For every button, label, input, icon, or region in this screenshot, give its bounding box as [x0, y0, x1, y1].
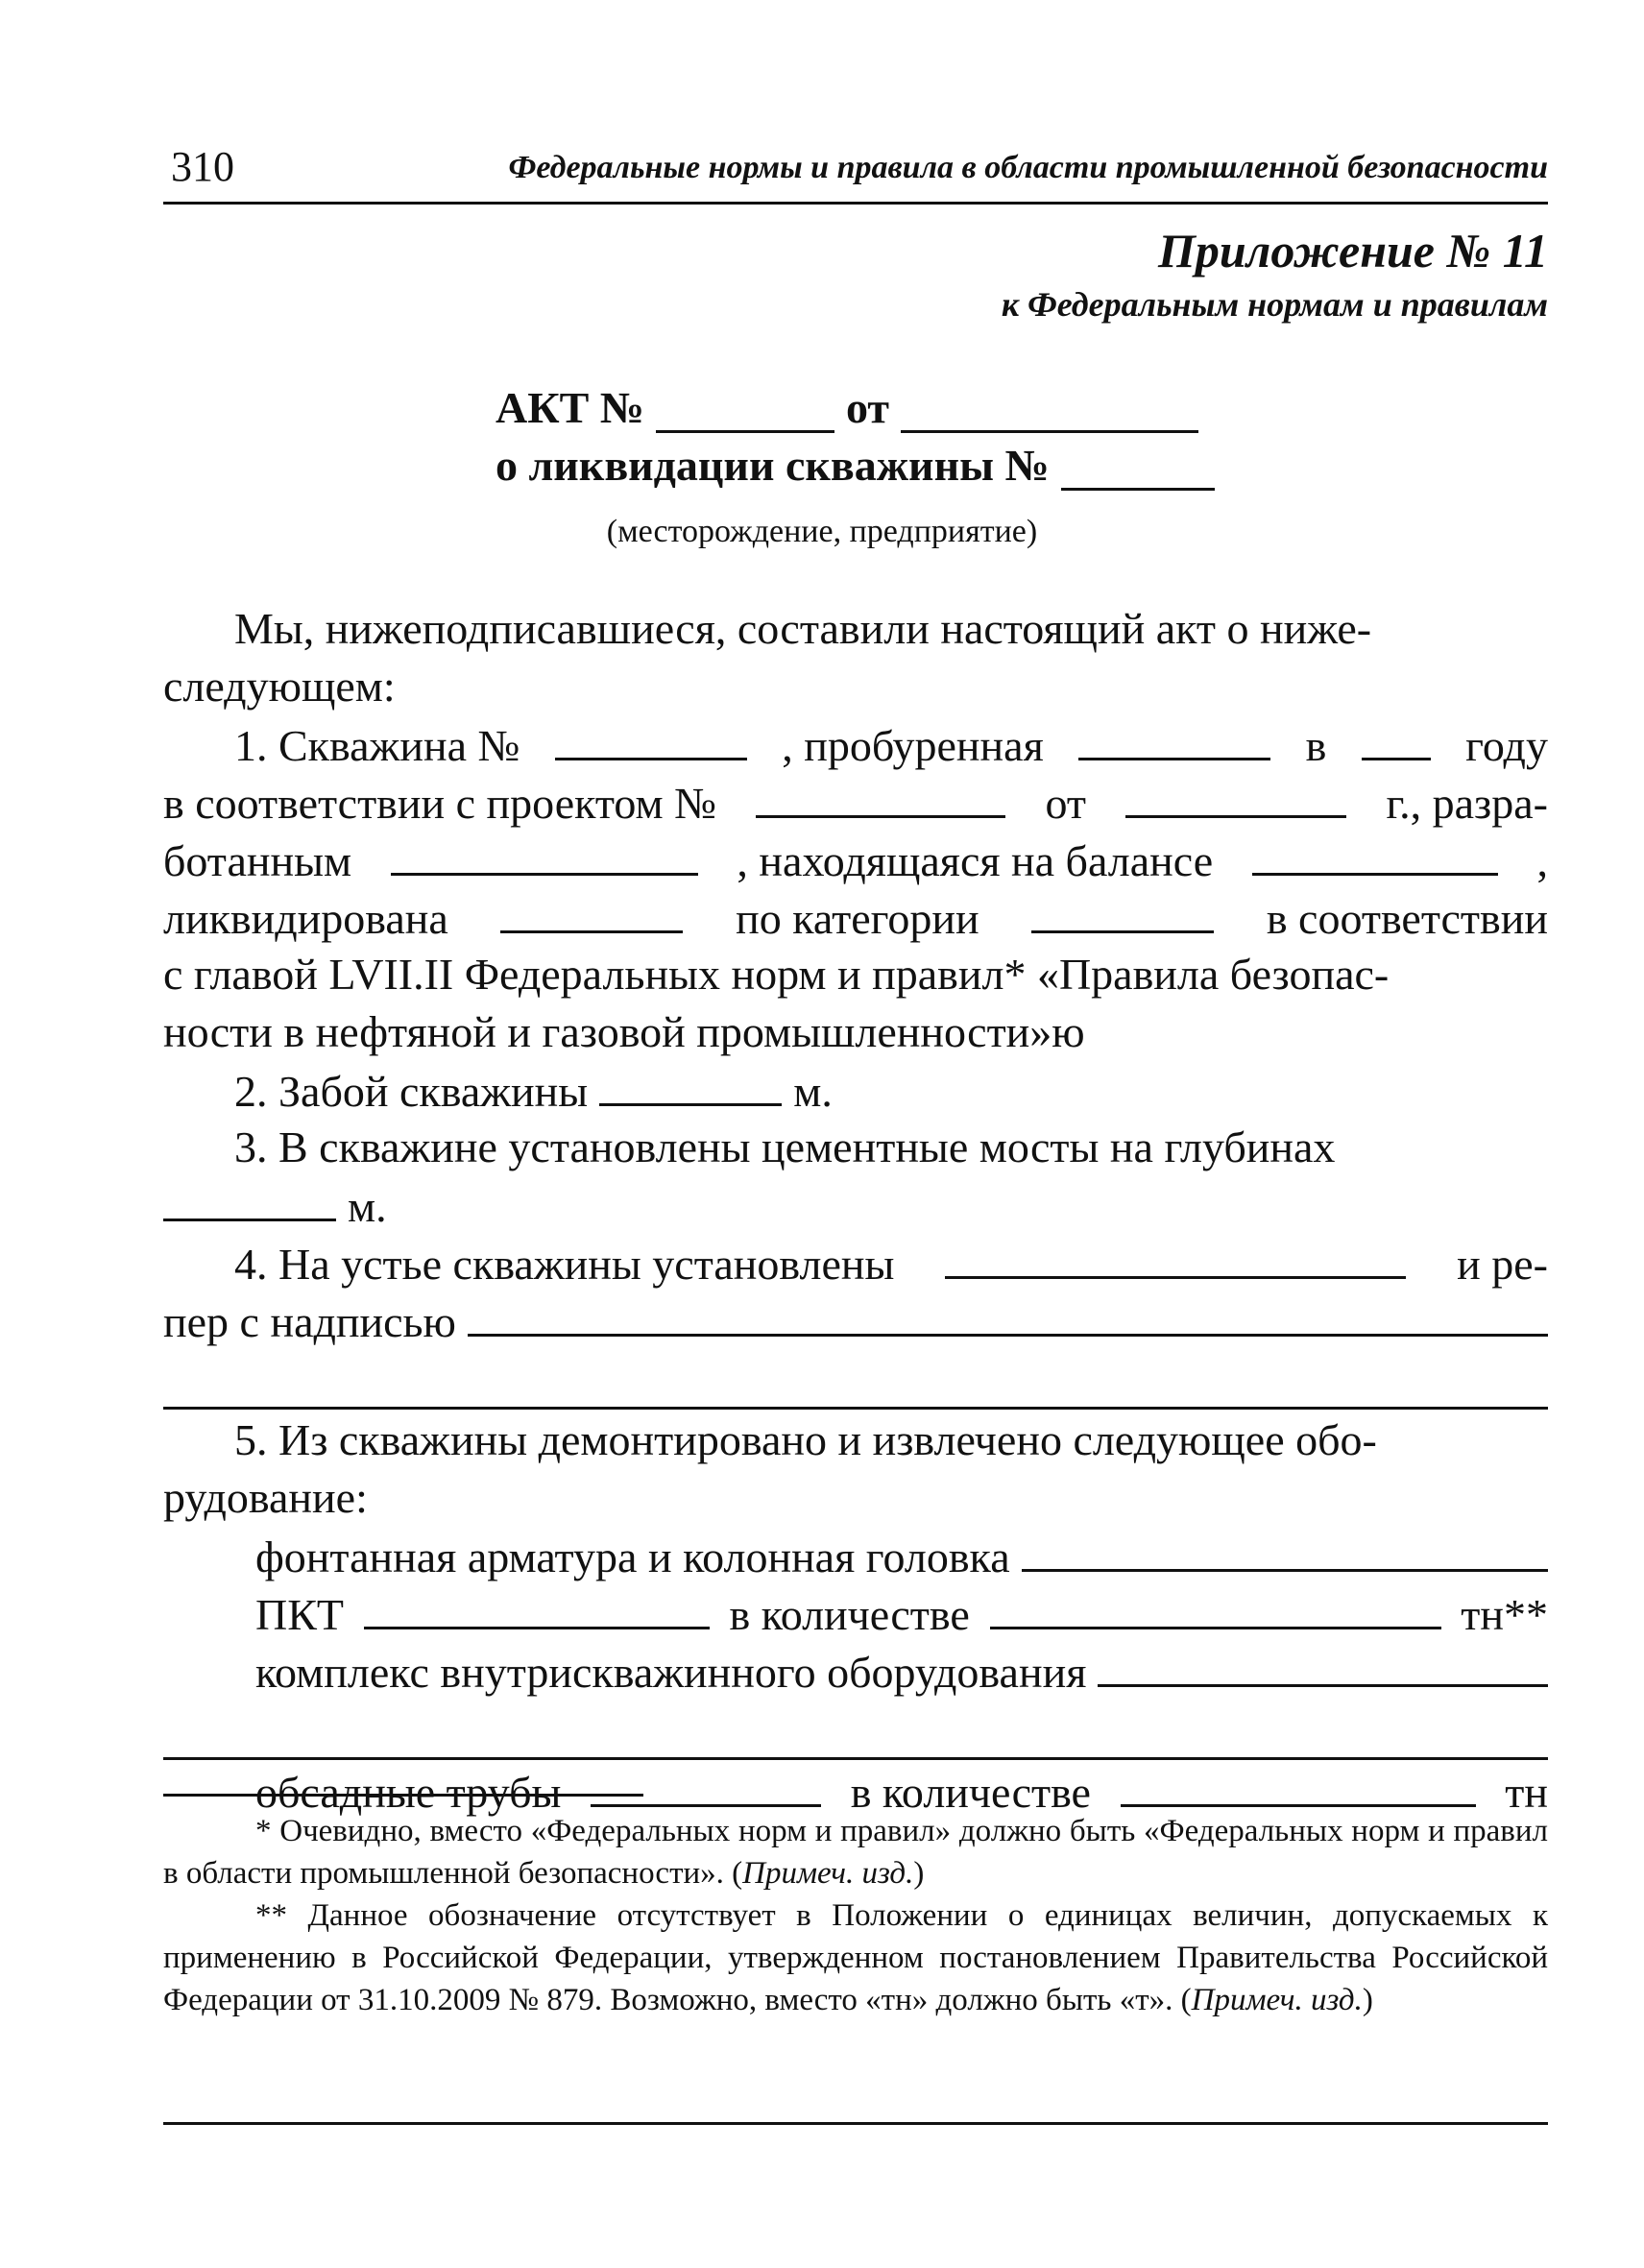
- body-line: следующем:: [163, 662, 396, 711]
- blank-line: [163, 1176, 336, 1221]
- blank-line: [591, 1762, 821, 1807]
- item-4-line: 4. На устье скважины установлены и ре-: [163, 1234, 1548, 1291]
- act-location-caption: (месторождение, предприятие): [606, 514, 1038, 549]
- blank-line: [1098, 1642, 1548, 1687]
- item-1-line: ности в нефтяной и газовой промышленности»ю: [163, 1007, 1085, 1056]
- blank-line: [163, 1349, 1548, 1410]
- header-title: Федеральные нормы и правила в области промышленной безопасности: [508, 150, 1548, 185]
- appendix-subtitle: к Федеральным нормам и правилам: [1001, 285, 1548, 324]
- blank-line: [945, 1234, 1406, 1279]
- act-title-line: [496, 382, 1198, 433]
- blank-line: [1362, 715, 1431, 760]
- item-4-line: пер с надписью: [163, 1291, 1548, 1349]
- item-1-line: ботанным , находящаяся на балансе ,: [163, 831, 1548, 888]
- item-5-line: 5. Из скважины демонтировано и извлечено следующее обо-: [234, 1415, 1377, 1464]
- blank-line: [756, 773, 1005, 818]
- blank-line: [391, 831, 698, 876]
- footnotes: [163, 1810, 1548, 2021]
- blank-line: [1121, 1762, 1476, 1807]
- item-1-line: ликвидирована по категории в соответствии: [163, 888, 1548, 946]
- act-body: [163, 600, 1548, 1820]
- body-line: Мы, нижеподписавшиеся, составили настоящий акт о ниже-: [234, 604, 1372, 653]
- appendix-title: Приложение № 11: [1157, 224, 1548, 277]
- item-5-line: рудование:: [163, 1473, 368, 1522]
- equipment-line: комплекс внутрискважинного оборудования: [163, 1642, 1548, 1700]
- blank-line: [500, 888, 683, 933]
- item-1-line: 1. Скважина № , пробуренная в году: [163, 715, 1548, 773]
- item-3-line: м.: [163, 1176, 1548, 1234]
- act-subject: о ликвидации скважины №: [496, 441, 1050, 490]
- act-date-label: от: [845, 383, 889, 432]
- footnote-2: ** Данное обозначение отсутствует в Положении о единицах величин, допускаемых к применению в Российской Федерации, утвержденном постановлением Правительства Российской Федерации от 31.10.2009 № 879. Возможно, вместо «тн» должно быть «т». (Примеч. изд.): [163, 1898, 1548, 2017]
- blank-line: [1252, 831, 1498, 876]
- item-1-line: в соответствии с проектом № от г., разра-: [163, 773, 1548, 831]
- act-number-label: АКТ №: [496, 383, 644, 432]
- running-header: [163, 134, 1548, 205]
- blank-line: [990, 1584, 1441, 1629]
- blank-line: [1078, 715, 1270, 760]
- blank-line: [1125, 773, 1346, 818]
- equipment-line: обсадные трубы в количестве тн: [163, 1762, 1548, 1820]
- item-3-line: 3. В скважине установлены цементные мосты на глубинах: [234, 1122, 1336, 1171]
- blank-line: [555, 715, 747, 760]
- blank-line: [468, 1291, 1548, 1337]
- act-subject-line: [496, 440, 1215, 491]
- item-2-line: 2. Забой скважины м.: [163, 1061, 1548, 1119]
- well-number-blank: [1061, 446, 1215, 491]
- blank-line: [364, 1584, 710, 1629]
- page-bottom-rule: [163, 2122, 1548, 2125]
- footnote-1: * Очевидно, вместо «Федеральных норм и правил» должно быть «Федеральных норм и правил в области промышленной безопасности». (Примеч. изд.): [163, 1814, 1548, 1891]
- equipment-line: фонтанная арматура и колонная головка: [163, 1527, 1548, 1584]
- blank-line: [1031, 888, 1214, 933]
- page-number: 310: [171, 143, 234, 190]
- blank-line: [599, 1061, 782, 1106]
- footnote-separator: [163, 1794, 643, 1797]
- act-date-blank: [901, 388, 1198, 433]
- blank-line: [1022, 1527, 1548, 1572]
- equipment-line: ПКТ в количестве тн**: [163, 1584, 1548, 1642]
- act-number-blank: [656, 388, 834, 433]
- blank-line: [163, 1700, 1548, 1760]
- item-1-line: с главой LVII.II Федеральных норм и правил* «Правила безопас-: [163, 950, 1390, 999]
